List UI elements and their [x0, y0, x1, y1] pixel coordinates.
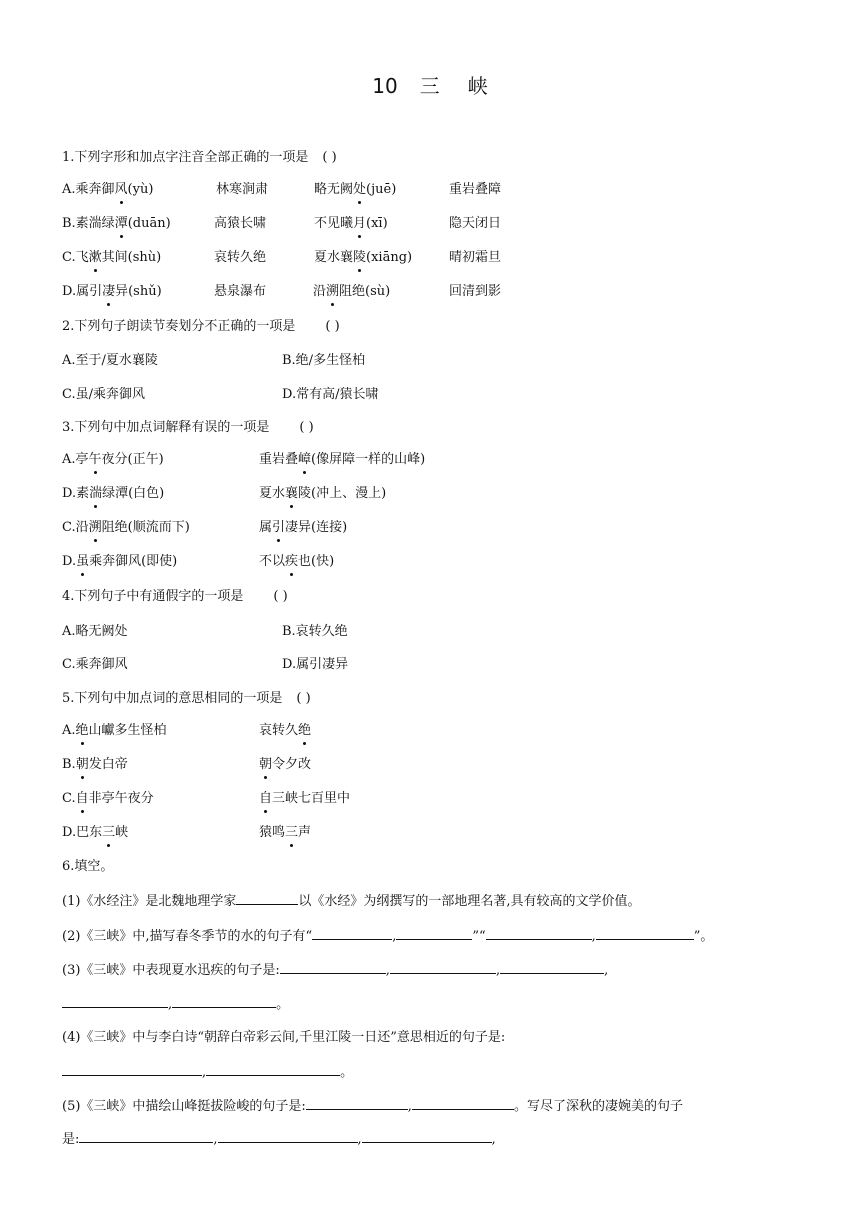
emphasis-dot-char: 月 — [353, 216, 367, 231]
q2-option-b: B.绝/多生怪柏 — [282, 353, 366, 368]
q1-option-a-word4: 重岩叠障 — [449, 182, 502, 197]
fill-blank[interactable] — [306, 1096, 408, 1110]
emphasis-dot-char: 襄 — [285, 486, 299, 501]
q1-option-b-word4: 隐天闭日 — [449, 216, 502, 231]
q6-item-2: (2)《三峡》中,描写春冬季节的水的句子有“ , ”“ , ”。 — [62, 926, 713, 946]
q1-option-a-word3: 略无阙处(juē) — [314, 182, 397, 197]
q6-item-1: (1)《水经注》是北魏地理学家 以《水经》为纲撰写的一部地理名著,具有较高的文学价值。 — [62, 891, 641, 911]
q5-option-d-left: D.巴东三峡 — [62, 825, 129, 840]
q1-option-d-word3: 沿溯阻绝(sù) — [313, 284, 391, 299]
emphasis-dot-char: 朝 — [259, 757, 273, 772]
q4-option-b: B.哀转久绝 — [282, 624, 348, 639]
q5-stem: 5.下列句中加点词的意思相同的一项是 ( ) — [62, 691, 311, 706]
q6-item-3-cont: , 。 — [62, 994, 289, 1014]
fill-blank[interactable] — [62, 994, 168, 1008]
title-char-1: 三 — [419, 74, 440, 98]
q5-option-c-left: C.自非亭午夜分 — [62, 791, 154, 806]
fill-blank[interactable] — [62, 1062, 202, 1076]
q1-option-b-word3: 不见曦月(xī) — [314, 216, 388, 231]
q1-option-b-word1: B.素湍绿潭(duān) — [62, 216, 171, 231]
q4-option-c: C.乘奔御风 — [62, 657, 128, 672]
fill-blank[interactable] — [218, 1129, 358, 1143]
emphasis-dot-char: 风 — [114, 182, 128, 197]
q4-option-d: D.属引凄异 — [282, 657, 349, 672]
q1-option-b-word2: 高猿长啸 — [214, 216, 267, 231]
q5-option-d-right: 猿鸣三声 — [259, 825, 312, 840]
title-char-2: 峡 — [467, 74, 488, 98]
q1-option-a-word2: 林寒涧肃 — [216, 182, 269, 197]
q6-item-5: (5)《三峡》中描绘山峰挺拔险峻的句子是: , 。写尽了深秋的凄婉美的句子 — [62, 1096, 683, 1116]
q3-option-d-right: 不以疾也(快) — [259, 554, 335, 569]
fill-blank[interactable] — [390, 960, 496, 974]
emphasis-dot-char: 溯 — [326, 284, 340, 299]
q1-option-a-word1: A.乘奔御风(yù) — [62, 182, 154, 197]
q1-option-d-word4: 回清到影 — [449, 284, 502, 299]
emphasis-dot-char: 凄 — [102, 284, 116, 299]
q1-option-c-word3: 夏水襄陵(xiāng) — [314, 250, 413, 265]
fill-blank[interactable] — [312, 926, 392, 940]
q2-option-a: A.至于/夏水襄陵 — [62, 353, 158, 368]
q2-option-d: D.常有高/猿长啸 — [282, 387, 379, 402]
emphasis-dot-char: 自 — [75, 791, 89, 806]
emphasis-dot-char: 漱 — [88, 250, 102, 265]
fill-blank[interactable] — [486, 926, 592, 940]
q3-option-b-right: 夏水襄陵(冲上、漫上) — [259, 486, 387, 501]
emphasis-dot-char: 自 — [259, 791, 273, 806]
q3-option-c-right: 属引凄异(连接) — [259, 520, 348, 535]
q3-option-b-left: D.素湍绿潭(白色) — [62, 486, 165, 501]
fill-blank[interactable] — [79, 1129, 213, 1143]
emphasis-dot-char: 虽 — [76, 554, 90, 569]
fill-blank[interactable] — [500, 960, 604, 974]
emphasis-dot-char: 嶂 — [298, 452, 312, 467]
q6-stem: 6.填空。 — [62, 859, 114, 874]
q4-option-a: A.略无阙处 — [62, 624, 128, 639]
emphasis-dot-char: 午 — [88, 452, 102, 467]
emphasis-dot-char: 溯 — [88, 520, 102, 535]
emphasis-dot-char: 绝 — [75, 723, 89, 738]
q6-item-3: (3)《三峡》中表现夏水迅疾的句子是: , , , — [62, 960, 608, 980]
fill-blank[interactable] — [362, 1129, 492, 1143]
fill-blank[interactable] — [206, 1062, 340, 1076]
q2-option-c: C.虽/乘奔御风 — [62, 387, 145, 402]
q3-stem: 3.下列句中加点词解释有误的一项是 ( ) — [62, 420, 314, 435]
q1-option-d-word2: 悬泉瀑布 — [214, 284, 267, 299]
q1-option-d-word1: D.属引凄异(shǔ) — [62, 284, 162, 299]
q6-item-5-cont: 是: , , , — [62, 1129, 496, 1149]
q1-option-c-word2: 哀转久绝 — [214, 250, 267, 265]
fill-blank[interactable] — [396, 926, 472, 940]
q3-option-a-left: A.亭午夜分(正午) — [62, 452, 164, 467]
fill-blank[interactable] — [412, 1096, 514, 1110]
emphasis-dot-char: 引 — [272, 520, 286, 535]
q3-option-a-right: 重岩叠嶂(像屏障一样的山峰) — [259, 452, 426, 467]
emphasis-dot-char: 疾 — [285, 554, 299, 569]
emphasis-dot-char: 三 — [102, 825, 116, 840]
emphasis-dot-char: 朝 — [75, 757, 89, 772]
q5-option-b-left: B.朝发白帝 — [62, 757, 128, 772]
lesson-number: 10 — [372, 74, 398, 98]
q6-item-4: (4)《三峡》中与李白诗“朝辞白帝彩云间,千里江陵一日还”意思相近的句子是: — [62, 1030, 506, 1045]
q3-option-c-left: C.沿溯阻绝(顺流而下) — [62, 520, 190, 535]
q1-stem: 1.下列字形和加点字注音全部正确的一项是 ( ) — [62, 150, 337, 165]
q5-option-c-right: 自三峡七百里中 — [259, 791, 351, 806]
q1-option-c-word4: 晴初霜旦 — [449, 250, 502, 265]
q3-option-d-left: D.虽乘奔御风(即使) — [62, 554, 178, 569]
fill-blank[interactable] — [236, 891, 298, 905]
q5-option-a-left: A.绝山巘多生怪柏 — [62, 723, 167, 738]
q1-option-c-word1: C.飞漱其间(shù) — [62, 250, 162, 265]
q5-option-b-right: 朝令夕改 — [259, 757, 312, 772]
emphasis-dot-char: 绝 — [298, 723, 312, 738]
fill-blank[interactable] — [596, 926, 694, 940]
q6-item-4-cont: , 。 — [62, 1062, 353, 1082]
q5-option-a-right: 哀转久绝 — [259, 723, 312, 738]
emphasis-dot-char: 三 — [285, 825, 299, 840]
fill-blank[interactable] — [280, 960, 386, 974]
emphasis-dot-char: 处 — [353, 182, 367, 197]
emphasis-dot-char: 湍 — [89, 486, 103, 501]
emphasis-dot-char: 陵 — [353, 250, 367, 265]
page-title — [0, 70, 860, 99]
fill-blank[interactable] — [172, 994, 276, 1008]
emphasis-dot-char: 潭 — [114, 216, 128, 231]
q4-stem: 4.下列句子中有通假字的一项是 ( ) — [62, 589, 288, 604]
q2-stem: 2.下列句子朗读节奏划分不正确的一项是 ( ) — [62, 319, 340, 334]
